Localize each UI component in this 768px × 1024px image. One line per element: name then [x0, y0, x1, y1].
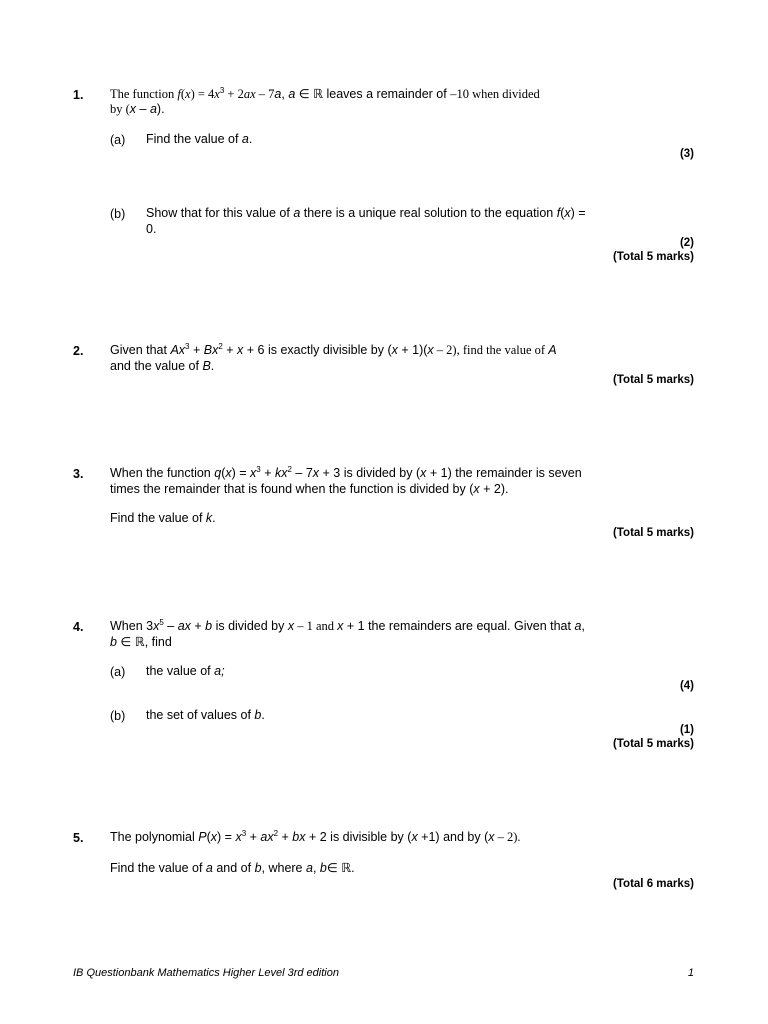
part-a-marks: (4)	[679, 680, 694, 692]
question-5-line-1: The polynomial $P(x) = x^3 + ax^2$ + bx + 2 is divisible by (x +1) and by (x – 2).	[110, 828, 521, 844]
question-number: 2.	[73, 344, 84, 358]
question-4-line-1: When $3x^5$ – ax + b is divided by x – 1 and x + 1 the remainders are equal. Given that a,	[110, 617, 585, 633]
question-number: 5.	[73, 831, 84, 845]
question-number: 3.	[73, 467, 84, 481]
part-a-label: (a)	[110, 133, 126, 147]
total-marks: (Total 5 marks)	[613, 251, 694, 263]
question-3-line-3: Find the value of k.	[110, 511, 216, 525]
question-2-line-2: and the value of B.	[110, 359, 215, 373]
footer-source: IB Questionbank Mathematics Higher Level 3rd edition	[73, 967, 339, 979]
total-marks: (Total 5 marks)	[613, 738, 694, 750]
part-b-text-line-1: Show that for this value of a there is a unique real solution to the equation f(x) =	[146, 206, 586, 220]
total-marks: (Total 6 marks)	[613, 878, 694, 890]
page-number: 1	[687, 967, 694, 979]
part-b-text-line-2: 0.	[146, 222, 157, 236]
part-b-marks: (2)	[679, 237, 694, 249]
question-number: 4.	[73, 620, 84, 634]
question-4-line-2: b ∈ ℝ, find	[110, 635, 172, 649]
part-a-text: the value of a;	[146, 664, 225, 678]
part-a-label: (a)	[110, 665, 126, 679]
question-1-line-2: by (x – a).	[110, 102, 165, 116]
question-number: 1.	[73, 88, 84, 102]
part-b-text: the set of values of b.	[146, 708, 265, 722]
part-b-marks: (1)	[679, 724, 694, 736]
question-2-line-1: Given that $Ax^3 + Bx^2 + x + 6$ is exactly divisible by (x + 1)(x – 2), find the value of A	[110, 341, 557, 357]
total-marks: (Total 5 marks)	[613, 374, 694, 386]
total-marks: (Total 5 marks)	[613, 527, 694, 539]
question-5-line-2: Find the value of a and of b, where a, b∈ ℝ.	[110, 861, 355, 875]
part-b-label: (b)	[110, 709, 126, 723]
question-3-line-1: When the function $q(x) = x^3 + kx^2 - 7x + 3$ is divided by (x + 1) the remainder is seven	[110, 464, 582, 480]
part-b-label: (b)	[110, 207, 126, 221]
question-1-line-1: The function $f(x) = 4x^3 + 2ax - 7a$, a ∈ ℝ leaves a remainder of –10 when divided	[110, 85, 540, 101]
question-3-line-2: times the remainder that is found when the function is divided by (x + 2).	[110, 482, 509, 496]
part-a-text: Find the value of a.	[146, 132, 253, 146]
part-a-marks: (3)	[679, 148, 694, 160]
